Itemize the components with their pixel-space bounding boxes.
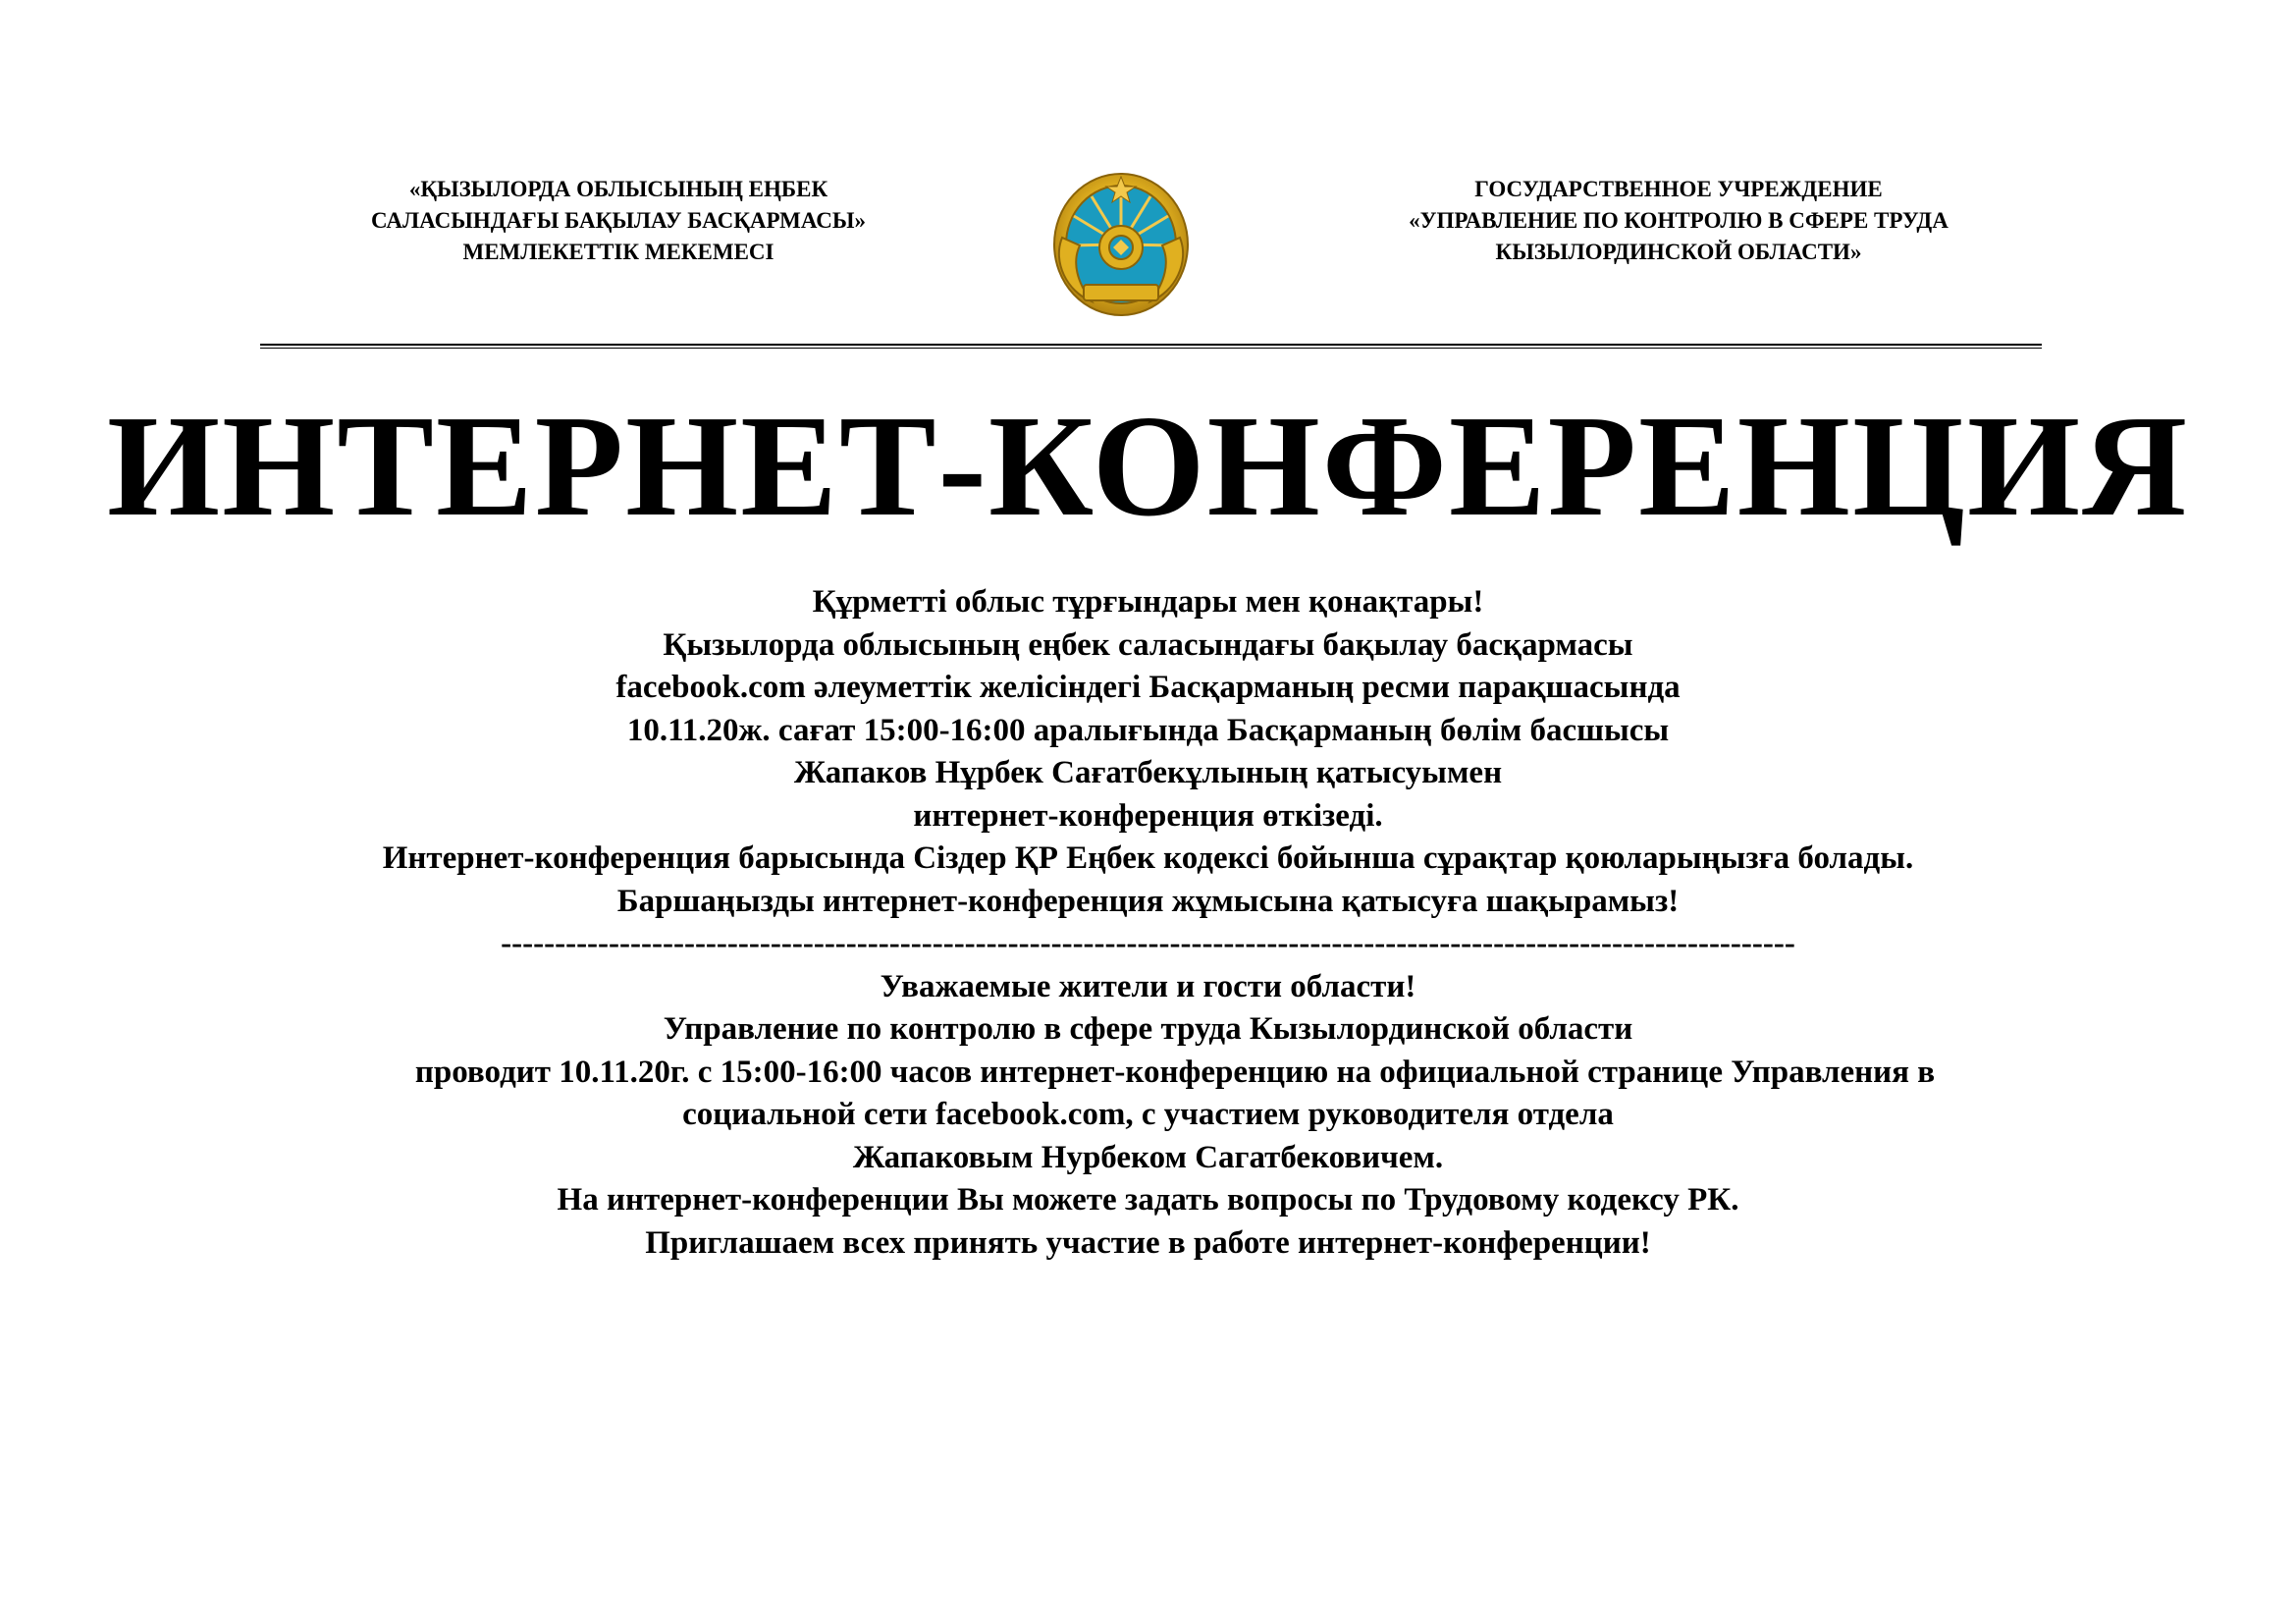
russian-text-line: проводит 10.11.20г. с 15:00-16:00 часов интернет-конференцию на официальной странице Управления в xyxy=(414,1054,1936,1090)
section-separator: ------------------------------------------------------------------------------------------------------------------------ xyxy=(501,926,1795,961)
header-divider xyxy=(260,344,2042,349)
header-right-line: ГОСУДАРСТВЕННОЕ УЧРЕЖДЕНИЕ xyxy=(1474,177,1883,201)
header-right-line: «УПРАВЛЕНИЕ ПО КОНТРОЛЮ В СФЕРЕ ТРУДА xyxy=(1409,208,1949,233)
header-left-line: САЛАСЫНДАҒЫ БАҚЫЛАУ БАСҚАРМАСЫ» xyxy=(370,208,867,233)
kazakh-text-line: facebook.com әлеуметтік желісіндегі Басқарманың ресми парақшасында xyxy=(615,670,1681,705)
kazakh-text-line: Қызылорда облысының еңбек саласындағы бақылау басқармасы xyxy=(663,626,1633,663)
kazakh-text-line: 10.11.20ж. сағат 15:00-16:00 аралығында Басқарманың бөлім басшысы xyxy=(626,712,1670,748)
russian-text-line: На интернет-конференции Вы можете задать вопросы по Трудовому кодексу РК. xyxy=(557,1182,1739,1218)
russian-text-line: Жапаковым Нурбеком Сагатбековичем. xyxy=(852,1139,1444,1175)
header-right-line: КЫЗЫЛОРДИНСКОЙ ОБЛАСТИ» xyxy=(1495,240,1862,264)
header-left-line: «ҚЫЗЫЛОРДА ОБЛЫСЫНЫҢ ЕҢБЕК xyxy=(408,177,828,201)
state-emblem-icon xyxy=(1033,169,1209,321)
russian-text-line: Уважаемые жители и гости области! xyxy=(880,968,1416,1004)
kazakh-text-line: интернет-конференция өткізеді. xyxy=(913,797,1383,834)
kazakh-text-line: Құрметті облыс тұрғындары мен қонақтары! xyxy=(812,584,1484,620)
kazakh-text-line: Баршаңызды интернет-конференция жұмысына қатысуға шақырамыз! xyxy=(616,883,1680,919)
header-right-russian xyxy=(1296,174,2061,268)
russian-text-line: Управление по контролю в сфере труда Кызылординской области xyxy=(663,1011,1633,1047)
russian-text-line: Приглашаем всех принять участие в работе интернет-конференции! xyxy=(645,1224,1651,1261)
kazakh-text-line: Интернет-конференция барысында Сіздер ҚР Еңбек кодексі бойынша сұрақтар қоюларыңызға болады. xyxy=(382,840,1914,876)
header-left-kazakh xyxy=(275,174,962,268)
announcement-body xyxy=(0,581,2296,1265)
page-title: ИНТЕРНЕТ-КОНФЕРЕНЦИЯ xyxy=(107,386,2189,547)
russian-text-line: социальной сети facebook.com, с участием руководителя отдела xyxy=(682,1097,1614,1132)
header-left-line: МЕМЛЕКЕТТІК МЕКЕМЕСІ xyxy=(462,240,774,264)
kazakh-text-line: Жапаков Нұрбек Сағатбекұлының қатысуымен xyxy=(793,755,1503,790)
document-header xyxy=(0,169,2296,336)
